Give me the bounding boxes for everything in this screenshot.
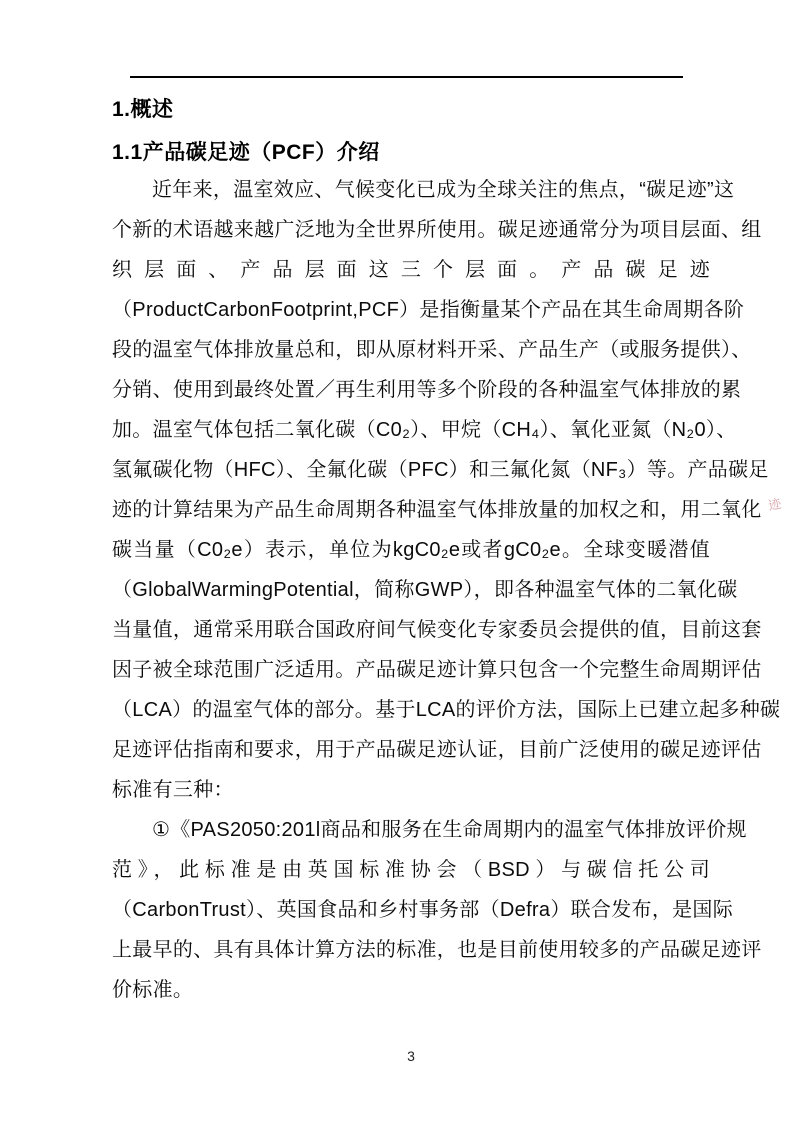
paragraph-line: 足迹评估指南和要求，用于产品碳足迹认证，目前广泛使用的碳足迹评估 <box>112 739 762 761</box>
paragraph-line: （LCA）的温室气体的部分。基于LCA的评价方法，国际上已建立起多种碳 <box>112 699 781 721</box>
paragraph-pas2050 <box>112 810 762 1010</box>
paragraph-line: 范》，此标准是由英国标准协会（BSD）与碳信托公司 <box>112 859 710 881</box>
paragraph-line: 织层面、产品层面这三个层面。产品碳足迹 <box>112 259 710 281</box>
paragraph-line: 标准有三种： <box>112 779 234 801</box>
paragraph-line: 因子被全球范围广泛适用。产品碳足迹计算只包含一个完整生命周期评估 <box>112 659 762 681</box>
paragraph-line: 加。温室气体包括二氧化碳（C0₂）、甲烷（CH₄）、氧化亚氮（N₂0）、 <box>112 419 737 441</box>
paragraph-line: 上最早的、具有具体计算方法的标准，也是目前使用较多的产品碳足迹评 <box>112 939 762 961</box>
paragraph-line: （CarbonTrust）、英国食品和乡村事务部（Defra）联合发布，是国际 <box>112 899 734 921</box>
paragraph-line: 氢氟碳化物（HFC）、全氟化碳（PFC）和三氟化氮（NF₃）等。产品碳足 <box>112 459 769 481</box>
paragraph-line: 碳当量（C0₂e）表示，单位为kgC0₂e或者gC0₂e。全球变暖潜值 <box>112 539 710 561</box>
body-text <box>112 170 781 1010</box>
header-rule <box>130 76 683 78</box>
section-heading: 1.概述 <box>112 98 174 121</box>
paragraph-line: 分销、使用到最终处置／再生利用等多个阶段的各种温室气体排放的累 <box>112 379 742 401</box>
paragraph-line: （ProductCarbonFootprint,PCF）是指衡量某个产品在其生命周期各阶 <box>112 299 745 321</box>
paragraph-line: 价标准。 <box>112 979 194 1001</box>
paragraph-line: 个新的术语越来越广泛地为全世界所使用。碳足迹通常分为项目层面、组 <box>112 219 762 241</box>
paragraph-line: 迹的计算结果为产品生命周期各种温室气体排放量的加权之和，用二氧化 <box>112 499 762 521</box>
paragraph-line: 段的温室气体排放量总和，即从原材料开采、产品生产（或服务提供）、 <box>112 339 752 361</box>
paragraph-line: 当量值，通常采用联合国政府间气候变化专家委员会提供的值，目前这套 <box>112 619 762 641</box>
paragraph-line: ①《PAS2050:201l商品和服务在生命周期内的温室气体排放评价规 <box>152 819 747 841</box>
paragraph-pcf-overview <box>112 170 781 810</box>
red-ink-annotation-mark: 迹 <box>766 495 783 514</box>
paragraph-line: （GlobalWarmingPotential，简称GWP），即各种温室气体的二氧化碳 <box>112 579 738 601</box>
page-number: 3 <box>407 1048 415 1064</box>
subsection-heading: 1.1产品碳足迹（PCF）介绍 <box>112 141 380 164</box>
paragraph-line: 近年来，温室效应、气候变化已成为全球关注的焦点，“碳足迹”这 <box>152 179 735 201</box>
